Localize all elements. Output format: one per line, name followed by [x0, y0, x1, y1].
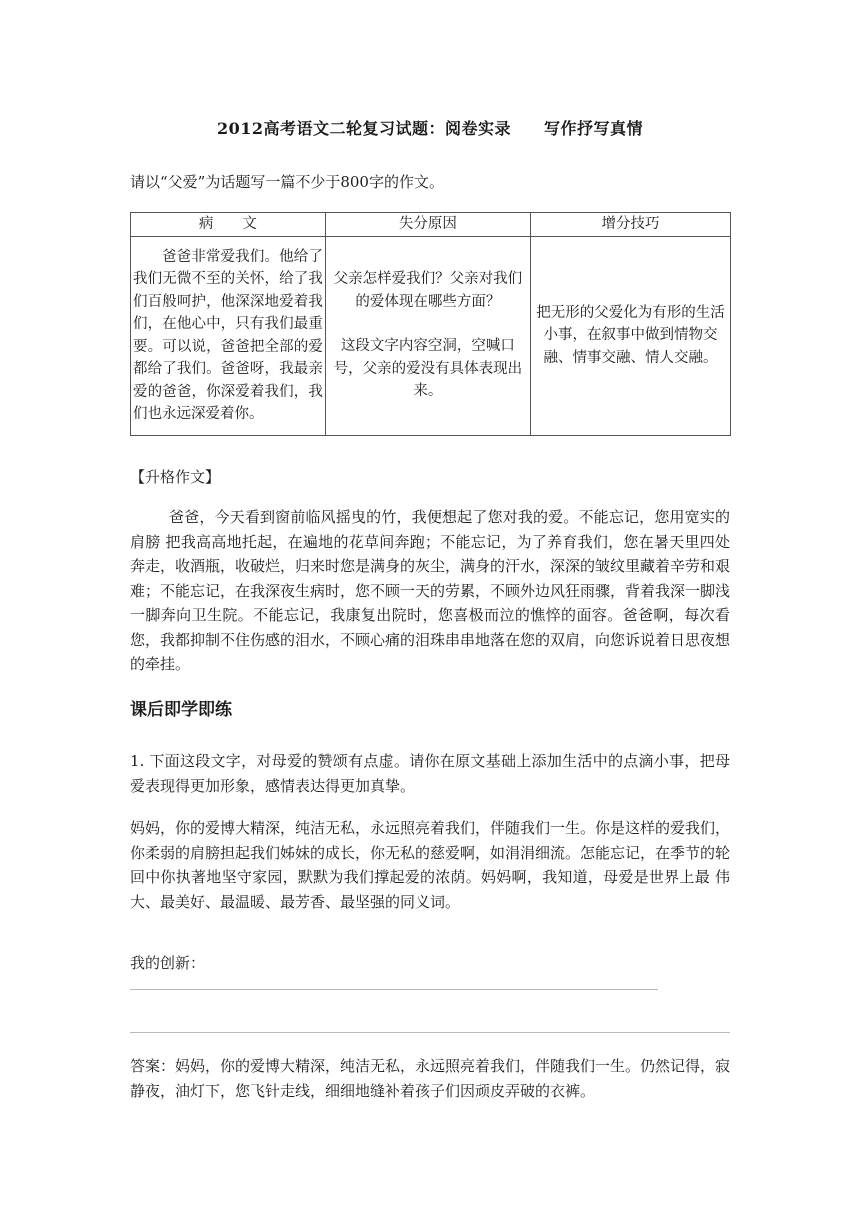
header-sick-text: 病 文	[131, 213, 326, 237]
header-lost-points: 失分原因	[325, 213, 530, 237]
reason-question: 父亲怎样爱我们？父亲对我们的爱体现在哪些方面？	[333, 271, 523, 310]
upgrade-essay: 爸爸，今天看到窗前临风摇曳的竹，我便想起了您对我的爱。不能忘记，您用宽实的肩膀 把我高高地托起，在遍地的花草间奔跑；不能忘记，为了养育我们，您在暑天里四处奔走，收酒瓶，收破烂，归来时您是满身的灰尘，满身的汗水，深深的皱纹里藏着辛劳和艰难；不能忘记，在我深夜生病时，您不顾一天的劳累，不顾外边风狂雨骤，背着我深一脚浅一脚奔向卫生院。不能忘记，我康复出院时，您喜极而泣的憔悴的面容。爸爸啊，每次看您，我都抑制不住伤感的泪水，不顾心痛的泪珠串串地落在您的双肩，向您诉说着日思夜想的牵挂。	[130, 508, 731, 673]
answer-line	[130, 1032, 730, 1033]
lost-points-cell	[325, 236, 530, 435]
answer-text: 答案：妈妈，你的爱博大精深，纯洁无私，永远照亮着我们，伴随我们一生。仍然记得，寂静夜，油灯下，您飞针走线，细细地缝补着孩子们因顽皮弄破的衣裤。	[130, 1057, 731, 1100]
reason-explanation: 这段文字内容空洞，空喊口号，父亲的爱没有具体表现出来。	[333, 338, 523, 400]
table-row	[131, 236, 731, 435]
analysis-table	[130, 212, 731, 436]
practice-heading: 课后即学即练	[130, 700, 232, 720]
gain-points-cell: 把无形的父爱化为有形的生活小事，在叙事中做到情物交融、情事交融、情人交融。	[530, 236, 730, 435]
table-header-row	[131, 213, 731, 237]
page-title: 2012高考语文二轮复习试题：阅卷实录 写作抒写真情	[216, 119, 644, 138]
question-1: 1. 下面这段文字，对母爱的赞颂有点虚。请你在原文基础上添加生活中的点滴小事，把母爱表现得更加形象，感情表达得更加真挚。	[130, 752, 730, 795]
sick-text-cell: 爸爸非常爱我们。他给了我们无微不至的关怀，给了我们百般呵护，他深深地爱着我们，在他心中，只有我们最重要。可以说，爸爸把全部的爱都给了我们。爸爸呀，我最亲爱的爸爸，你深爱着我们，我们也永远深爱着你。	[131, 236, 326, 435]
answer-line	[130, 989, 658, 990]
my-innovation-label: 我的创新：	[130, 954, 206, 972]
upgrade-heading: 【升格作文】	[130, 468, 221, 486]
question-passage: 妈妈，你的爱博大精深，纯洁无私，永远照亮着我们，伴随我们一生。你是这样的爱我们，你柔弱的肩膀担起我们姊妹的成长，你无私的慈爱啊，如涓涓细流。怎能忘记，在季节的轮回中你执著地坚守家园，默默为我们撑起爱的浓荫。妈妈啊，我知道，母爱是世界上最 伟大、最美好、最温暖、最芳香、最坚强的同义词。	[130, 819, 731, 911]
header-gain-points: 增分技巧	[530, 213, 730, 237]
essay-prompt: 请以“父爱”为话题写一篇不少于800字的作文。	[130, 173, 444, 191]
